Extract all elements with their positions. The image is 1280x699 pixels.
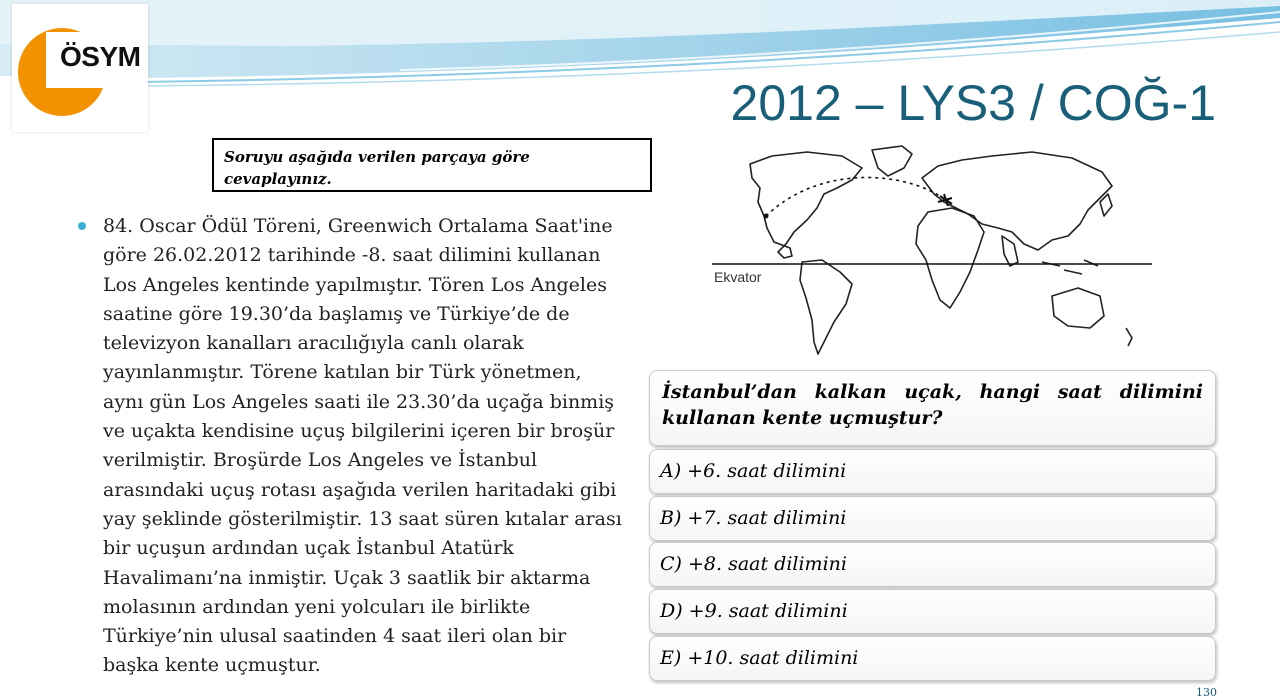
- page-number: 130: [1196, 686, 1217, 699]
- islands-outline: [1042, 260, 1098, 274]
- world-map-drawing: [712, 132, 1152, 360]
- greenland-outline: [872, 146, 912, 176]
- option-c[interactable]: C) +8. saat dilimini: [649, 542, 1216, 587]
- world-map: [712, 132, 1152, 360]
- option-b[interactable]: B) +7. saat dilimini: [649, 496, 1216, 541]
- africa-outline: [916, 208, 984, 308]
- page-title: 2012 – LYS3 / COĞ-1: [730, 75, 1216, 131]
- india-outline: [1002, 236, 1018, 266]
- australia-outline: [1052, 288, 1104, 328]
- north-america-outline: [750, 152, 862, 258]
- osym-logo: [12, 4, 148, 132]
- option-e[interactable]: E) +10. saat dilimini: [649, 636, 1216, 681]
- equator-label: Ekvator: [714, 269, 762, 285]
- logo-text: ÖSYM: [60, 41, 141, 72]
- question-card: İstanbul’dan kalkan uçak, hangi saat dilimini kullanan kente uçmuştur?: [649, 370, 1216, 446]
- south-america-outline: [800, 260, 852, 354]
- los-angeles-point: [764, 214, 769, 219]
- new-zealand-outline: [1126, 328, 1132, 346]
- option-d[interactable]: D) +9. saat dilimini: [649, 589, 1216, 634]
- option-a[interactable]: A) +6. saat dilimini: [649, 449, 1216, 494]
- eurasia-outline: [922, 152, 1112, 250]
- flight-route-arc: [766, 177, 948, 216]
- bullet-icon: [78, 222, 86, 230]
- question-passage: 84. Oscar Ödül Töreni, Greenwich Ortalama Saat'ine göre 26.02.2012 tarihinde -8. saat dilimini kullanan Los Angeles kentinde yapılmıştır. Tören Los Angeles saatine göre 19.30’da başlamış ve Türkiye’de de televizyon kanalları aracılığıyla canlı olarak yayınlanmıştır. Törene katılan bir Türk yönetmen, aynı gün Los Angeles saati ile 23.30’da uçağa binmiş ve uçakta kendisine uçuş bilgilerini içeren bir broşür verilmiştir. Broşürde Los Angeles ve İstanbul arasındaki uçuş rotası aşağıda verilen haritadaki gibi yay şeklinde gösterilmiştir. 13 saat süren kıtalar arası bir uçuşun ardından uçak İstanbul Atatürk Havalimanı’na inmiştir. Uçak 3 saatlik bir aktarma molasının ardından yeni yolcuları ile birlikte Türkiye’nin ulusal saatinden 4 saat ileri olan bir başka kente uçmuştur.: [103, 215, 622, 677]
- instruction-box: Soruyu aşağıda verilen parçaya göre cevaplayınız.: [212, 138, 652, 192]
